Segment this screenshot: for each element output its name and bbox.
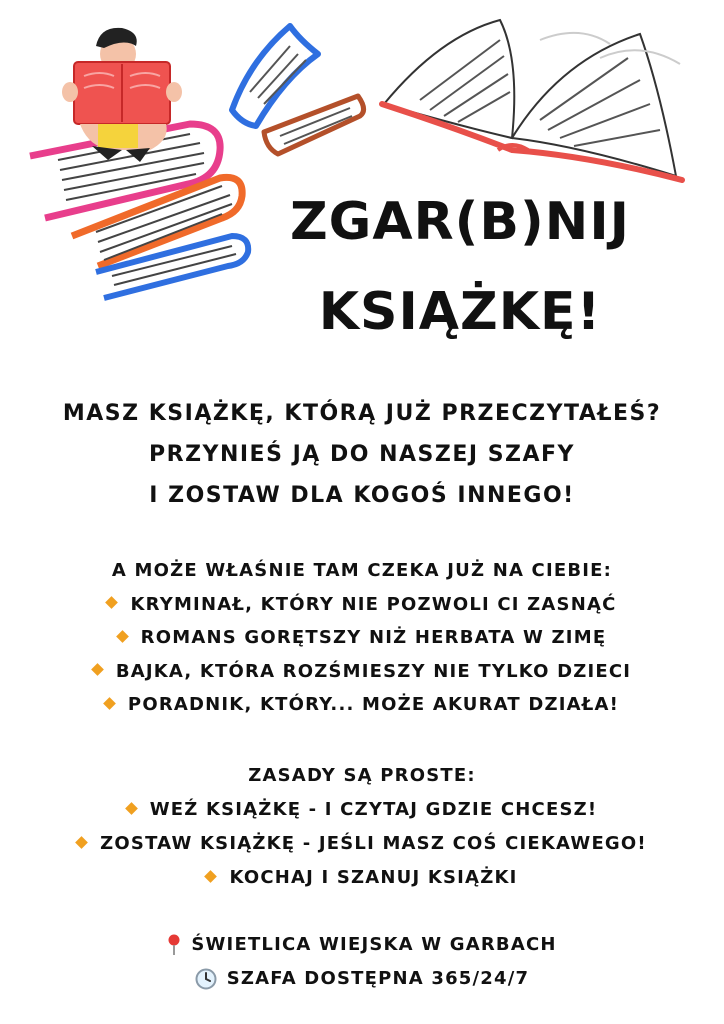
rules-item xyxy=(0,827,724,861)
open-book-large-icon xyxy=(382,20,682,180)
books-illustration xyxy=(0,0,724,310)
rules-item-label: KOCHAJ I SZANUJ KSIĄŻKI xyxy=(229,867,518,888)
orange-diamond-icon xyxy=(116,630,129,643)
orange-diamond-icon xyxy=(205,870,218,883)
orange-diamond-icon xyxy=(125,802,138,815)
orange-diamond-icon xyxy=(91,663,104,676)
availability-line xyxy=(0,962,724,996)
offer-item-label: BAJKA, KTÓRA ROZŚMIESZY NIE TYLKO DZIECI xyxy=(115,660,632,682)
availability-text: SZAFA DOSTĘPNA 365/24/7 xyxy=(226,968,530,989)
offer-item xyxy=(0,688,724,722)
location-line xyxy=(0,928,724,962)
intro-line: I ZOSTAW DLA KOGOŚ INNEGO! xyxy=(149,483,575,508)
offer-item-label: KRYMINAŁ, KTÓRY NIE POZWOLI CI ZASNĄĆ xyxy=(130,593,617,615)
offer-item-label: PORADNIK, KTÓRY... MOŻE AKURAT DZIAŁA! xyxy=(127,694,620,715)
offer-item xyxy=(0,655,724,689)
intro-line: MASZ KSIĄŻKĘ, KTÓRĄ JUŻ PRZECZYTAŁEŚ? xyxy=(62,401,662,426)
offer-section xyxy=(0,554,724,722)
location-text: ŚWIETLICA WIEJSKA W GARBACH xyxy=(191,934,557,955)
rules-item xyxy=(0,793,724,827)
rules-item-label: WEŹ KSIĄŻKĘ - I CZYTAJ GDZIE CHCESZ! xyxy=(149,799,598,820)
intro-line: PRZYNIEŚ JĄ DO NASZEJ SZAFY xyxy=(149,442,575,467)
orange-diamond-icon xyxy=(103,697,116,710)
offer-item-label: ROMANS GORĘTSZY NIŻ HERBATA W ZIMĘ xyxy=(140,627,607,648)
intro-section xyxy=(0,393,724,516)
clock-icon xyxy=(195,968,217,990)
rules-item-label: ZOSTAW KSIĄŻKĘ - JEŚLI MASZ COŚ CIEKAWEGO! xyxy=(100,833,647,854)
orange-diamond-icon xyxy=(75,836,88,849)
map-pin-icon xyxy=(167,934,181,956)
orange-diamond-icon xyxy=(106,596,119,609)
offer-item xyxy=(0,621,724,655)
rules-item xyxy=(0,861,724,895)
rules-heading: ZASADY SĄ PROSTE: xyxy=(248,765,476,786)
open-book-small-icon xyxy=(232,26,364,154)
offer-item xyxy=(0,588,724,622)
footer-section xyxy=(0,928,724,996)
poster-title-line1: ZGAR(B)NIJ xyxy=(289,192,631,252)
offer-heading: A MOŻE WŁAŚNIE TAM CZEKA JUŻ NA CIEBIE: xyxy=(111,560,613,581)
poster-title-line2: KSIĄŻKĘ! xyxy=(318,282,602,342)
rules-section xyxy=(0,759,724,895)
